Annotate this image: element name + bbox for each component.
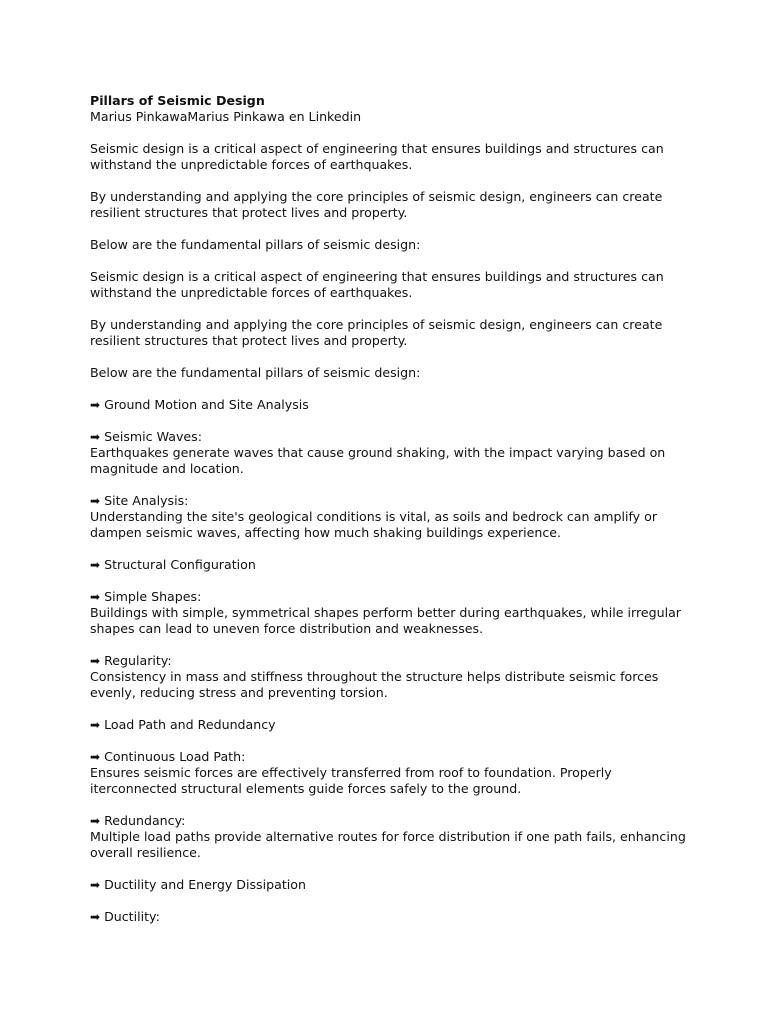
item-label <box>90 493 690 509</box>
item-label <box>90 909 690 925</box>
item-label-text: Simple Shapes: <box>104 589 202 604</box>
item-label <box>90 813 690 829</box>
paragraph-repeat-2: By understanding and applying the core principles of seismic design, engineers can create resilient structures that protect lives and property. <box>90 317 663 348</box>
document-page <box>90 93 690 941</box>
item-label-text: Continuous Load Path: <box>104 749 246 764</box>
list-item <box>90 493 690 541</box>
section-heading-ground-motion <box>90 397 690 413</box>
item-body: Ensures seismic forces are effectively transferred from roof to foundation. Properly iterconnected structural elements guide forces safely to the ground. <box>90 765 612 796</box>
paragraph-intro-2: By understanding and applying the core principles of seismic design, engineers can create resilient structures that protect lives and property. <box>90 189 663 220</box>
item-body: Earthquakes generate waves that cause ground shaking, with the impact varying based on magnitude and location. <box>90 445 666 476</box>
document-title: Pillars of Seismic Design <box>90 93 265 108</box>
arrow-icon: ➡ <box>90 654 101 668</box>
item-body: Consistency in mass and stiffness throughout the structure helps distribute seismic forces evenly, reducing stress and preventing torsion. <box>90 669 659 700</box>
arrow-icon: ➡ <box>90 814 101 828</box>
item-body: Buildings with simple, symmetrical shapes perform better during earthquakes, while irregular shapes can lead to uneven force distribution and weaknesses. <box>90 605 681 636</box>
item-label <box>90 589 690 605</box>
item-label-text: Seismic Waves: <box>104 429 202 444</box>
section-heading-text: Load Path and Redundancy <box>104 717 276 732</box>
list-item <box>90 653 690 701</box>
arrow-icon: ➡ <box>90 558 101 572</box>
list-item <box>90 589 690 637</box>
section-heading-text: Structural Configuration <box>104 557 256 572</box>
item-label-text: Redundancy: <box>104 813 186 828</box>
item-label <box>90 653 690 669</box>
list-item <box>90 909 690 925</box>
paragraph-intro-1: Seismic design is a critical aspect of engineering that ensures buildings and structures can withstand the unpredictable forces of earthquakes. <box>90 141 664 172</box>
list-item <box>90 813 690 861</box>
arrow-icon: ➡ <box>90 398 101 412</box>
arrow-icon: ➡ <box>90 718 101 732</box>
author-line: Marius PinkawaMarius Pinkawa en Linkedin <box>90 109 362 124</box>
item-label-text: Site Analysis: <box>104 493 189 508</box>
paragraph-repeat-3: Below are the fundamental pillars of seismic design: <box>90 365 421 380</box>
paragraph-repeat-1: Seismic design is a critical aspect of engineering that ensures buildings and structures can withstand the unpredictable forces of earthquakes. <box>90 269 664 300</box>
paragraph-intro-3: Below are the fundamental pillars of seismic design: <box>90 237 421 252</box>
arrow-icon: ➡ <box>90 910 101 924</box>
section-heading-text: Ground Motion and Site Analysis <box>104 397 309 412</box>
list-item <box>90 749 690 797</box>
item-body: Multiple load paths provide alternative routes for force distribution if one path fails, enhancing overall resilience. <box>90 829 686 860</box>
item-label-text: Regularity: <box>104 653 172 668</box>
section-heading-ductility <box>90 877 690 893</box>
section-heading-structural-configuration <box>90 557 690 573</box>
arrow-icon: ➡ <box>90 590 101 604</box>
list-item <box>90 429 690 477</box>
item-label-text: Ductility: <box>104 909 160 924</box>
section-heading-text: Ductility and Energy Dissipation <box>104 877 306 892</box>
arrow-icon: ➡ <box>90 430 101 444</box>
arrow-icon: ➡ <box>90 494 101 508</box>
item-body: Understanding the site's geological conditions is vital, as soils and bedrock can amplify or dampen seismic waves, affecting how much shaking buildings experience. <box>90 509 658 540</box>
item-label <box>90 749 690 765</box>
arrow-icon: ➡ <box>90 878 101 892</box>
item-label <box>90 429 690 445</box>
arrow-icon: ➡ <box>90 750 101 764</box>
section-heading-load-path <box>90 717 690 733</box>
